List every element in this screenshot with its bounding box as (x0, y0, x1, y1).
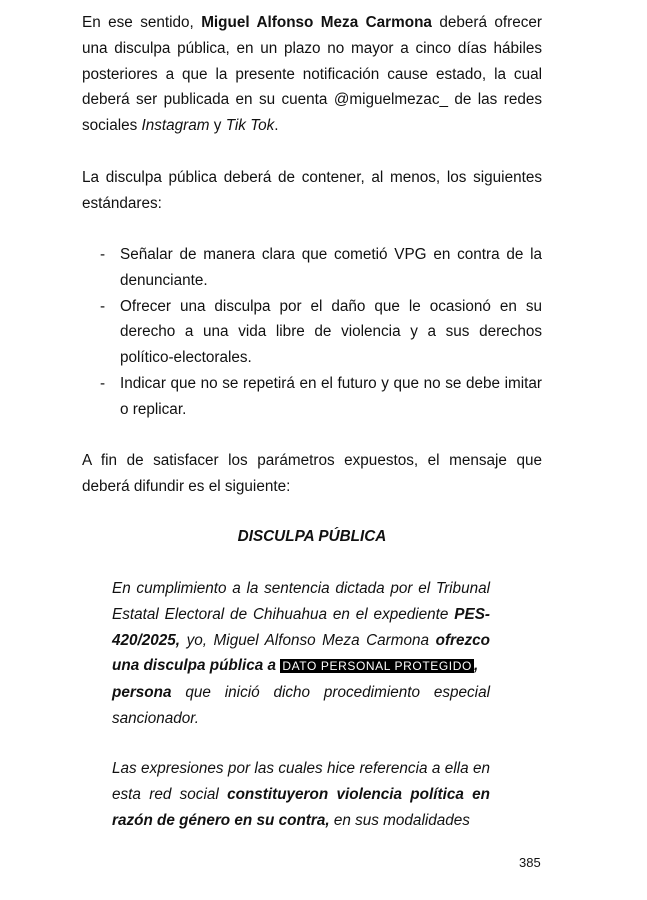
gender-violence-text: constituyeron violencia política en razón de género en su contra, (112, 785, 490, 829)
apology-quote-paragraph-1 (112, 576, 490, 732)
p1-text-1: En ese sentido, (82, 14, 202, 31)
apology-quote-paragraph-2 (112, 756, 490, 833)
list-item-text: Señalar de manera clara que cometió VPG en contra de la denunciante. (120, 246, 542, 289)
q1-text-2: yo, Miguel Alfonso Meza Carmona (180, 631, 436, 649)
list-item (82, 242, 542, 294)
p1-text-3: y (209, 117, 226, 135)
standards-list (82, 242, 542, 423)
redacted-personal-data: DATO PERSONAL PROTEGIDO (282, 659, 472, 674)
list-item-text: Ofrecer una disculpa por el daño que le ocasionó en su derecho a una vida libre de violencia y a sus derechos político-electorales. (120, 297, 542, 367)
paragraph-message-intro: A fin de satisfacer los parámetros expuestos, el mensaje que deberá difundir es el siguiente: (82, 452, 542, 495)
instagram-text: Instagram (141, 117, 210, 135)
q2-text-1: Las expresiones por las cuales hice referencia a ella en esta red social (112, 760, 490, 803)
list-item-text: Indicar que no se repetirá en el futuro y que no se debe imitar o replicar. (120, 374, 542, 418)
apology-offer-text: ofrezco una disculpa pública a (112, 631, 490, 675)
tiktok-text: Tik Tok (225, 117, 275, 135)
apology-heading: DISCULPA PÚBLICA (237, 528, 387, 545)
list-dash: - (100, 297, 106, 315)
list-dash: - (100, 374, 106, 392)
list-item (82, 371, 542, 423)
paragraph-standards-intro: La disculpa pública deberá de contener, al menos, los siguientes estándares: (82, 169, 542, 212)
page-number: 385 (519, 855, 541, 870)
p1-text-4: . (274, 117, 279, 135)
persona-text: persona (112, 684, 172, 702)
q1-text-1: En cumplimiento a la sentencia dictada por el Tribunal Estatal Electoral de Chihuahua en el expediente (112, 580, 490, 623)
p1-text-2: deberá ofrecer una disculpa pública, en un plazo no mayor a cinco días hábiles posteriores a que la presente notificación cause estado, la cual deberá ser publicada en su cuenta @miguelmezac_ de las redes sociales (82, 14, 542, 135)
q1-text-3: que inició dicho procedimiento especial sancionador. (112, 684, 490, 727)
comma-text: , (473, 657, 479, 675)
case-number: PES-420/2025, (112, 605, 490, 649)
list-item (82, 294, 542, 371)
list-dash: - (100, 246, 106, 263)
defendant-name: Miguel Alfonso Meza Carmona (201, 14, 432, 31)
paragraph-public-apology-order (82, 10, 542, 139)
q2-text-2: en sus modalidades (329, 811, 470, 829)
